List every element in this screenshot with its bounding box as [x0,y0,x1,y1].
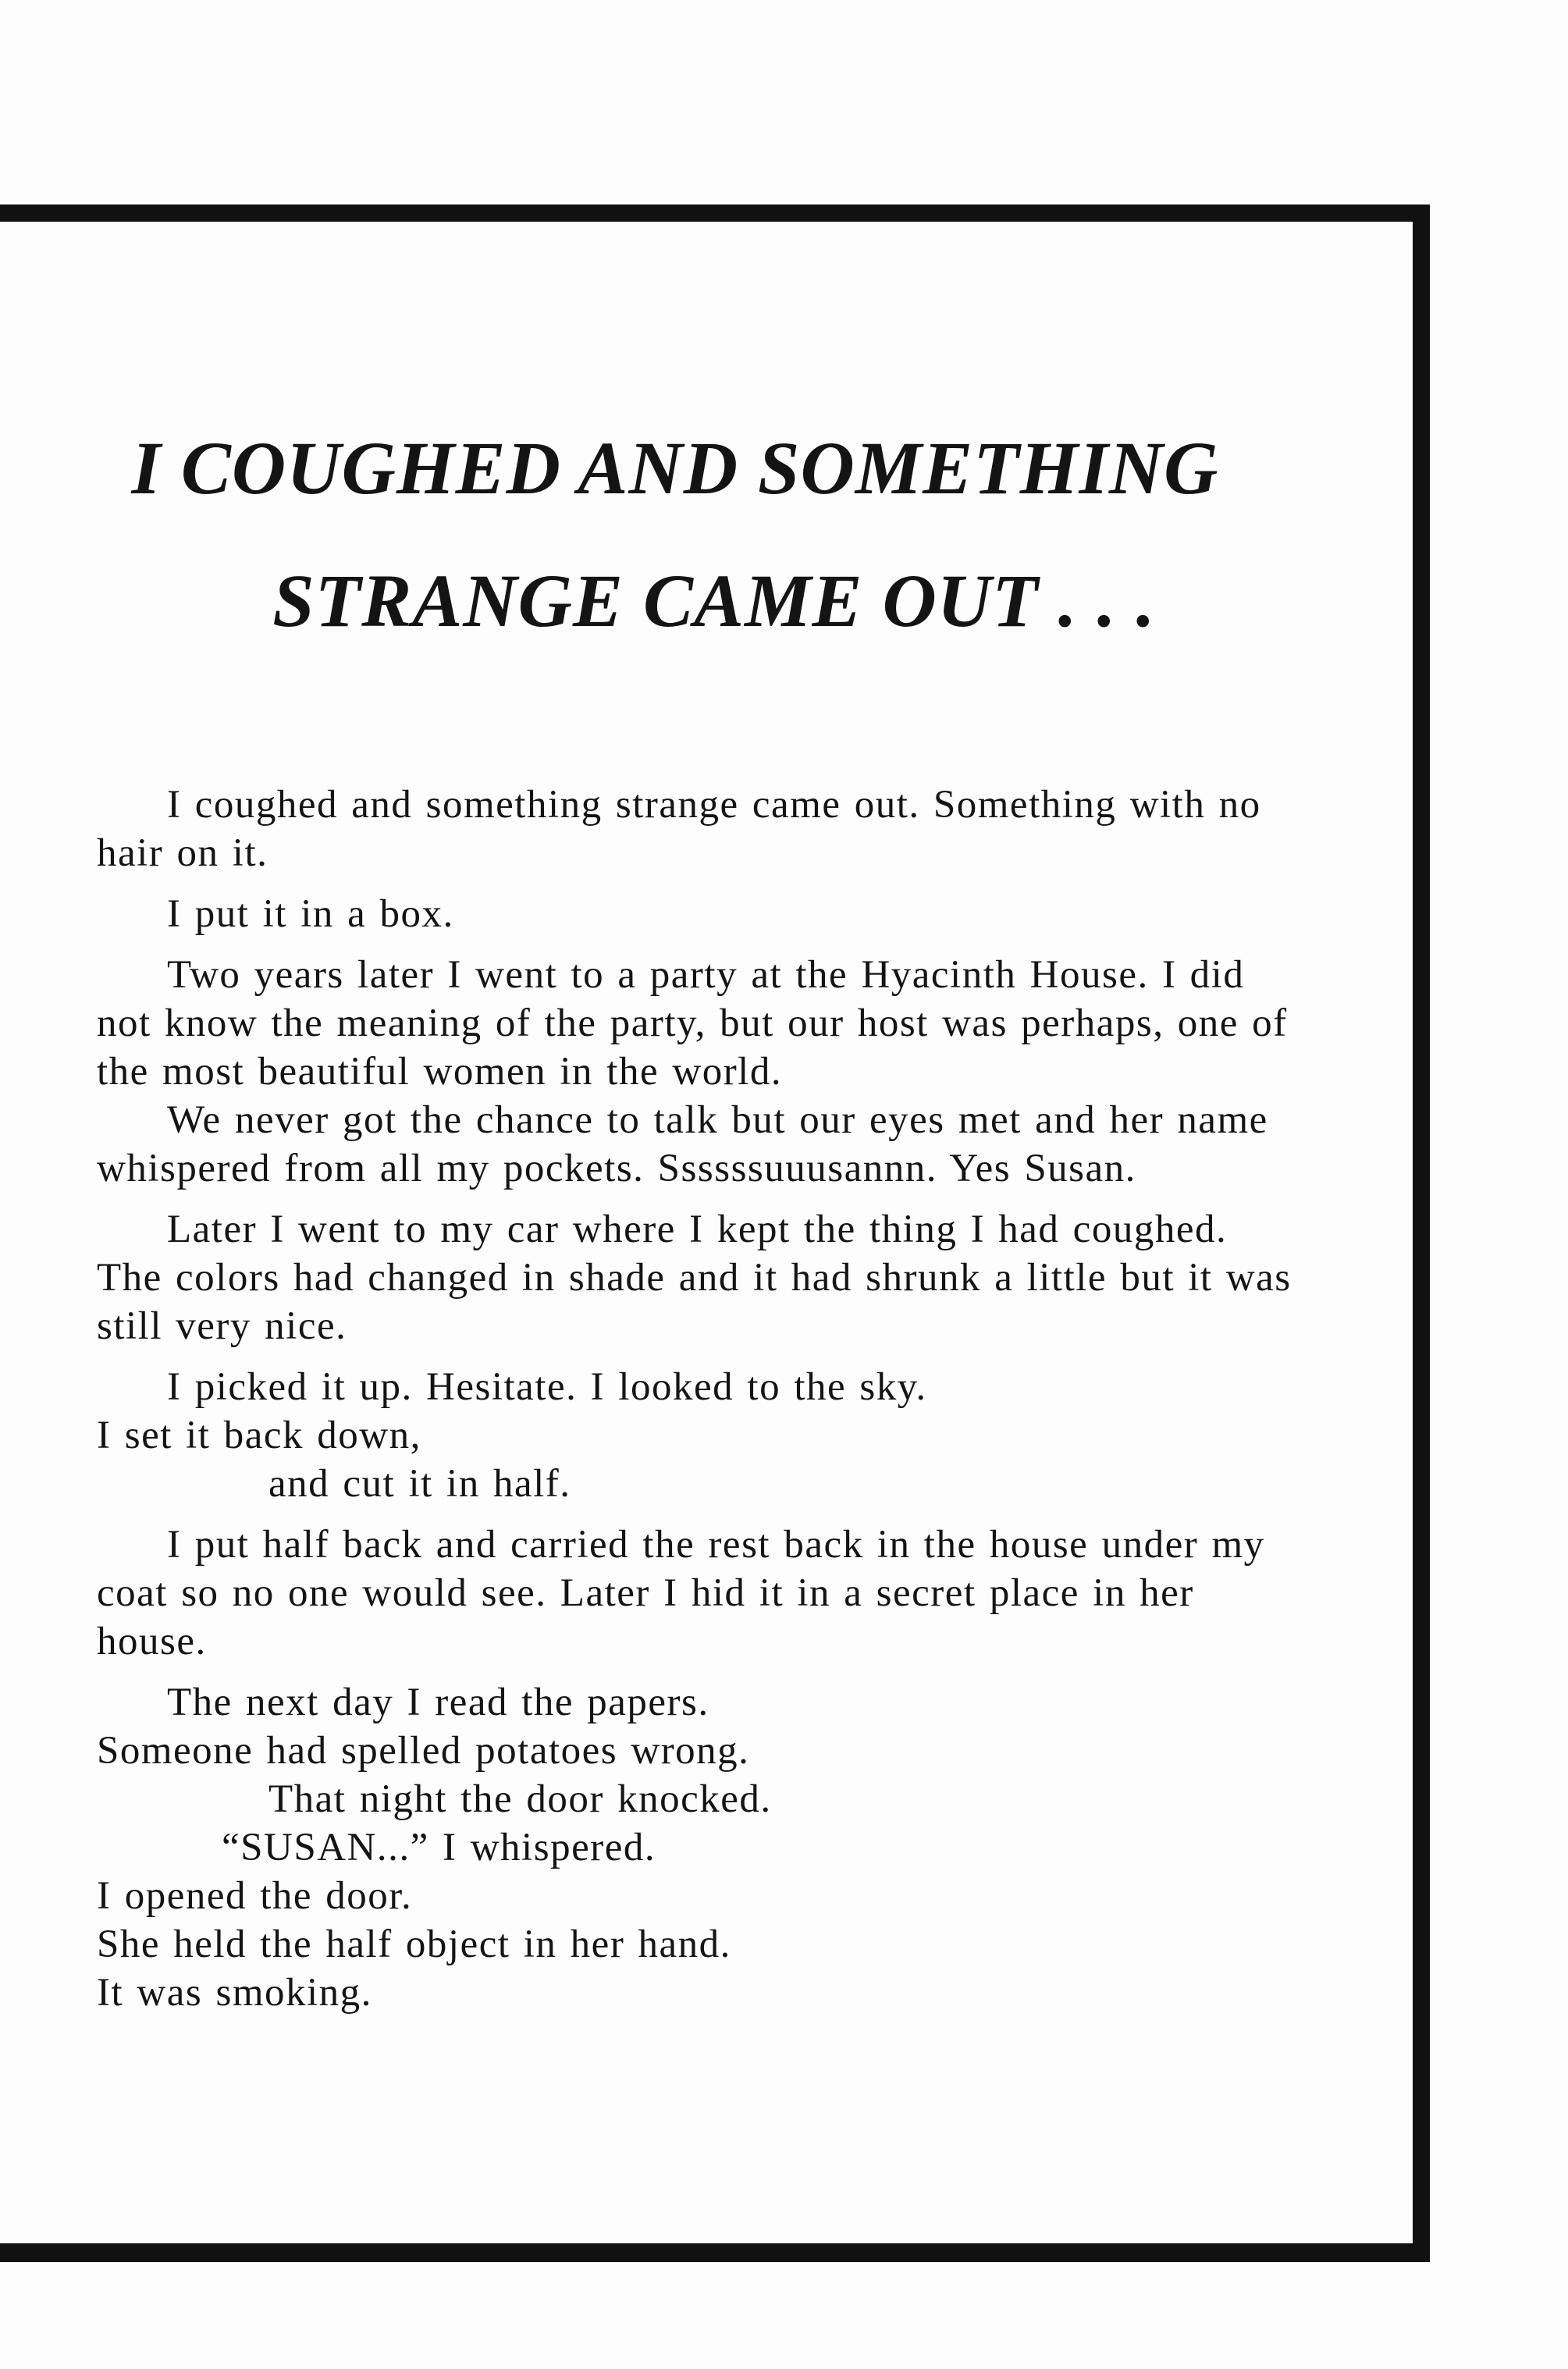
paragraph-8-line-3: That night the door knocked. [268,1777,772,1821]
page-frame-top [0,205,1428,222]
title-line-2: STRANGE CAME OUT . . . [272,559,1156,642]
paragraph-8-line-4: “SUSAN...” I whispered. [222,1826,656,1869]
paragraph-4: We never got the chance to talk but our eyes met and her name whispered from all my pockets. Ssssssuuusannn. Yes Susan. [97,1098,1268,1190]
paragraph-8-line-7: It was smoking. [97,1971,372,2015]
paragraph-8: The next day I read the papers. [167,1681,709,1724]
title-line-1: I COUGHED AND SOMETHING [131,426,1219,510]
paragraph-7: I put half back and carried the rest back in the house under my coat so no one would see. Later I hid it in a secret place in her house. [97,1523,1265,1663]
story-body [97,781,1299,2017]
paragraph-8-line-2: Someone had spelled potatoes wrong. [97,1729,750,1773]
paragraph-8-line-6: She held the half object in her hand. [97,1923,731,1966]
paragraph-8-line-5: I opened the door. [97,1874,413,1918]
paragraph-2: I put it in a box. [167,892,454,936]
page-frame-right [1413,205,1430,2261]
paragraph-5: Later I went to my car where I kept the thing I had coughed. The colors had changed in shade and it had shrunk a little but it was still very nice. [97,1208,1292,1348]
paragraph-3: Two years later I went to a party at the Hyacinth House. I did not know the meaning of the party, but our host was perhaps, one of the most beautiful women in the world. [97,953,1288,1094]
paragraph-1: I coughed and something strange came out. Something with no hair on it. [97,783,1261,875]
paragraph-6-line-2: I set it back down, [97,1414,421,1457]
paragraph-6: I picked it up. Hesitate. I looked to the sky. [167,1365,927,1409]
page-frame-bottom [0,2243,1430,2262]
paragraph-6-line-3: and cut it in half. [268,1462,571,1506]
